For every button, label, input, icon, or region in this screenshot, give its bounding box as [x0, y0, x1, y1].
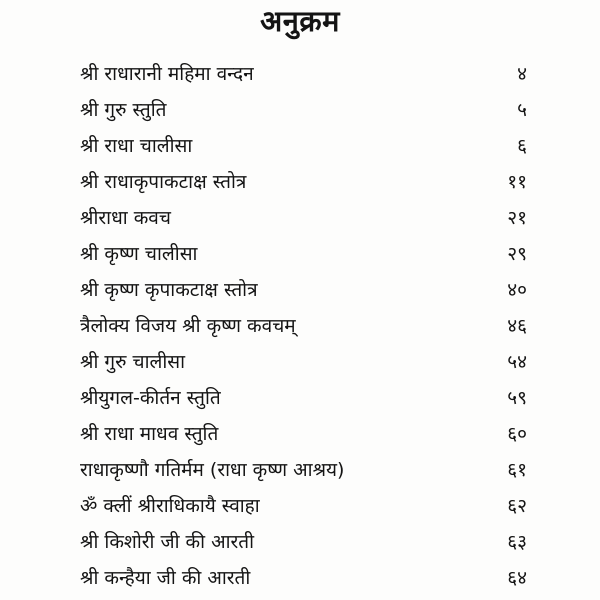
toc-entry-label: राधाकृष्णौ गतिर्मम (राधा कृष्ण आश्रय) — [80, 459, 345, 481]
toc-entry-label: ॐ क्लीं श्रीराधिकायै स्वाहा — [80, 495, 260, 517]
toc-entry — [80, 380, 527, 416]
toc-entry — [80, 308, 527, 344]
toc-entry-label: श्रीयुगल-कीर्तन स्तुति — [80, 387, 221, 409]
toc-entry-page: २९ — [507, 243, 527, 265]
toc-entry — [80, 560, 527, 596]
toc-entry-label: श्री कन्हैया जी की आरती — [80, 567, 251, 589]
toc-entry-page: ५ — [517, 99, 527, 121]
toc-entry-page: ४ — [517, 63, 527, 85]
toc-entry-label: त्रैलोक्य विजय श्री कृष्ण कवचम् — [80, 315, 296, 337]
toc-entry — [80, 488, 527, 524]
toc-entry-label: श्री किशोरी जी की आरती — [80, 531, 255, 553]
toc-entry-label: श्री राधा चालीसा — [80, 135, 193, 157]
toc-entry-page: ६१ — [507, 459, 527, 481]
page-title: अनुक्रम — [260, 4, 340, 38]
toc-entry — [80, 524, 527, 560]
toc-entry-label: श्री राधारानी महिमा वन्दन — [80, 63, 254, 85]
toc-entry-label: श्री राधा माधव स्तुति — [80, 423, 219, 445]
toc-entry — [80, 56, 527, 92]
toc-entry-label: श्री कृष्ण चालीसा — [80, 243, 198, 265]
toc-entry — [80, 452, 527, 488]
toc-entry-page: ६४ — [507, 567, 527, 589]
toc-entry-page: २१ — [507, 207, 527, 229]
toc-entry-page: ४६ — [507, 315, 527, 337]
toc-entry-page: ५९ — [507, 387, 527, 409]
toc-entry — [80, 236, 527, 272]
toc-entry — [80, 272, 527, 308]
toc-entry-page: ६२ — [507, 495, 527, 517]
toc-entry-page: ४० — [507, 279, 527, 301]
toc-entry-label: श्रीराधा कवच — [80, 207, 171, 229]
toc-entry — [80, 92, 527, 128]
toc-entry-page: ६३ — [507, 531, 527, 553]
toc-entry-page: ११ — [507, 171, 527, 193]
toc-entry-label: श्री राधाकृपाकटाक्ष स्तोत्र — [80, 171, 247, 193]
toc-entry — [80, 416, 527, 452]
toc-entry-label: श्री गुरु स्तुति — [80, 99, 167, 121]
toc-entry — [80, 200, 527, 236]
toc-entry — [80, 128, 527, 164]
toc-entry — [80, 164, 527, 200]
toc-entry — [80, 344, 527, 380]
toc-entry-page: ६० — [507, 423, 527, 445]
toc-entry-label: श्री कृष्ण कृपाकटाक्ष स्तोत्र — [80, 279, 258, 301]
toc-entry-page: ५४ — [507, 351, 527, 373]
toc-entry-label: श्री गुरु चालीसा — [80, 351, 186, 373]
toc-entry-page: ६ — [517, 135, 527, 157]
